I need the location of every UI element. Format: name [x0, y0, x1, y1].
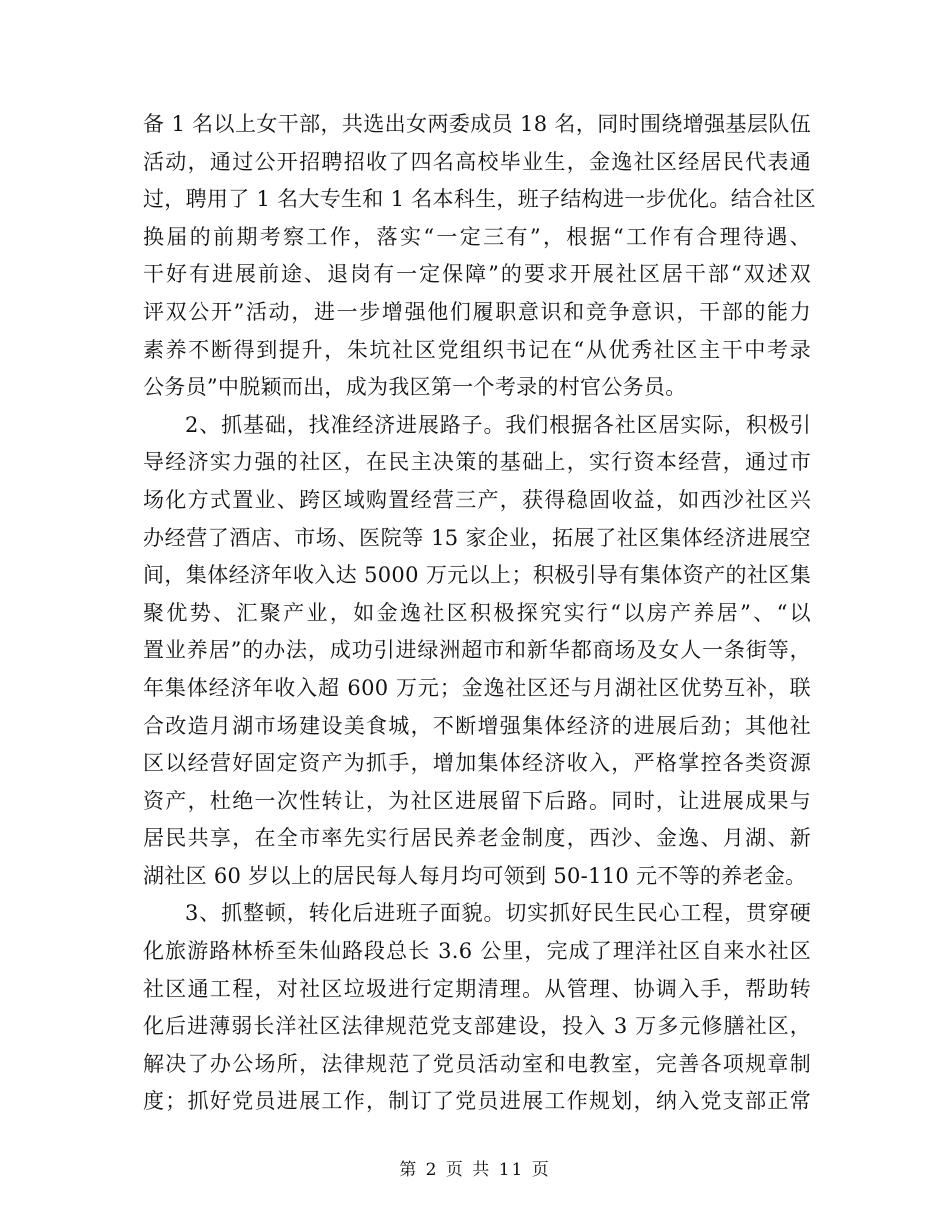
text-line: 导经济实力强的社区，在民主决策的基础上，实行资本经营，通过市: [143, 450, 811, 475]
text-line: 换届的前期考察工作，落实“一定三有”，根据“工作有合理待遇、: [143, 224, 811, 249]
text-line: 场化方式置业、跨区域购置经营三产，获得稳固收益，如西沙社区兴: [143, 487, 811, 512]
text-line: 干好有进展前途、退岗有一定保障”的要求开展社区居干部“双述双: [143, 262, 811, 287]
text-line: 公务员”中脱颖而出，成为我区第一个考录的村官公务员。: [143, 375, 687, 400]
text-line: 间，集体经济年收入达 5000 万元以上；积极引导有集体资产的社区集: [143, 563, 811, 588]
document-body: [143, 106, 816, 1121]
text-line: 年集体经济年收入超 600 万元；金逸社区还与月湖社区优势互补，联: [143, 675, 811, 700]
text-line: 化旅游路林桥至朱仙路段总长 3.6 公里，完成了理洋社区自来水社区: [143, 939, 811, 964]
page-number-footer: 第 2 页 共 11 页: [399, 1160, 551, 1180]
text-line: 居民共享，在全市率先实行居民养老金制度，西沙、金逸、月湖、新: [143, 826, 811, 851]
text-line: 办经营了酒店、市场、医院等 15 家企业，拓展了社区集体经济进展空: [143, 525, 811, 550]
text-line: 聚优势、汇聚产业，如金逸社区积极探究实行“以房产养居”、“以: [143, 600, 811, 625]
text-line: 备 1 名以上女干部，共选出女两委成员 18 名，同时围绕增强基层队伍: [143, 112, 811, 136]
paragraph-3: [143, 895, 811, 1121]
text-line: 活动，通过公开招聘招收了四名高校毕业生，金逸社区经居民代表通: [143, 149, 811, 174]
text-line: 置业养居”的办法，成功引进绿洲超市和新华都商场及女人一条街等，: [143, 638, 811, 663]
text-line: 湖社区 60 岁以上的居民每人每月均可领到 50-110 元不等的养老金。: [143, 863, 807, 888]
text-line: 社区通工程，对社区垃圾进行定期清理。从管理、协调入手，帮助转: [143, 976, 811, 1001]
text-line: 素养不断得到提升，朱坑社区党组织书记在“从优秀社区主干中考录: [143, 337, 811, 362]
paragraph-2: [143, 407, 811, 896]
text-line: 2、抓基础，找准经济进展路子。我们根据各社区居实际，积极引: [185, 412, 811, 437]
text-line: 评双公开”活动，进一步增强他们履职意识和竞争意识，干部的能力: [143, 299, 811, 324]
text-line: 过，聘用了 1 名大专生和 1 名本科生，班子结构进一步优化。结合社区: [143, 187, 816, 212]
text-line: 3、抓整顿，转化后进班子面貌。切实抓好民生民心工程，贯穿硬: [185, 901, 811, 926]
paragraph-1: [143, 106, 816, 407]
text-line: 度；抓好党员进展工作，制订了党员进展工作规划，纳入党支部正常: [143, 1089, 811, 1114]
text-line: 化后进薄弱长洋社区法律规范党支部建设，投入 3 万多元修膳社区，: [143, 1014, 811, 1039]
text-line: 解决了办公场所，法律规范了党员活动室和电教室，完善各项规章制: [143, 1051, 811, 1076]
text-line: 资产，杜绝一次性转让，为社区进展留下后路。同时，让进展成果与: [143, 788, 811, 813]
text-line: 区以经营好固定资产为抓手，增加集体经济收入，严格掌控各类资源: [143, 751, 811, 776]
text-line: 合改造月湖市场建设美食城，不断增强集体经济的进展后劲；其他社: [143, 713, 811, 738]
